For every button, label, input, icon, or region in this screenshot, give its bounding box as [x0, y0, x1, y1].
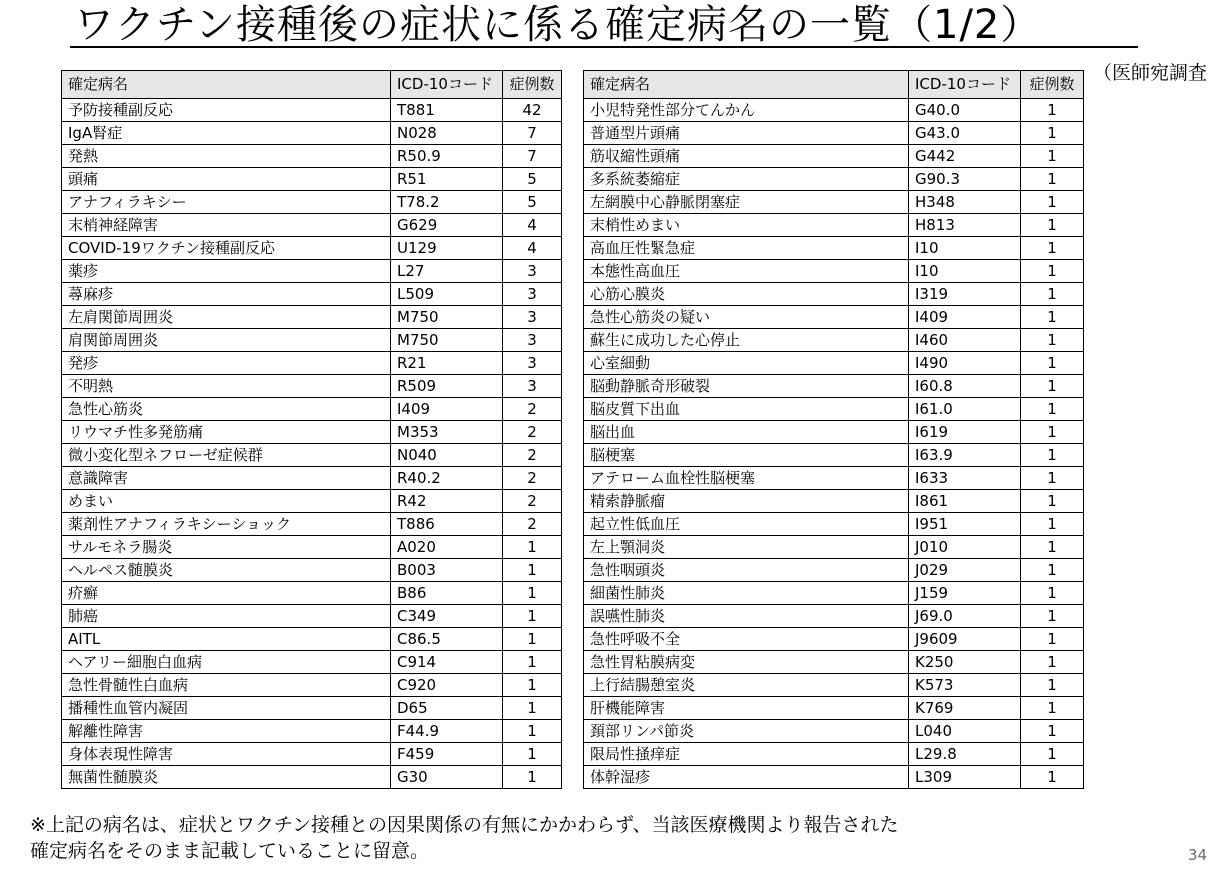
- cell-diagnosis-name: 意識障害: [62, 467, 391, 490]
- table-row: [584, 283, 1084, 306]
- cell-icd10-code: R509: [391, 375, 503, 398]
- page-number: 34: [1188, 846, 1208, 864]
- table-row: [62, 697, 562, 720]
- cell-case-count: 1: [503, 582, 562, 605]
- column-header-code: ICD-10コード: [391, 71, 503, 99]
- cell-icd10-code: F459: [391, 743, 503, 766]
- cell-icd10-code: B86: [391, 582, 503, 605]
- table-row: [62, 421, 562, 444]
- cell-diagnosis-name: 予防接種副反応: [62, 99, 391, 122]
- table-row: [62, 99, 562, 122]
- cell-diagnosis-name: 小児特発性部分てんかん: [584, 99, 909, 122]
- cell-diagnosis-name: 精索静脈瘤: [584, 490, 909, 513]
- cell-diagnosis-name: 体幹湿疹: [584, 766, 909, 789]
- cell-case-count: 1: [1021, 743, 1084, 766]
- table-row: [62, 352, 562, 375]
- cell-diagnosis-name: 左上顎洞炎: [584, 536, 909, 559]
- cell-case-count: 1: [503, 720, 562, 743]
- cell-diagnosis-name: 脳出血: [584, 421, 909, 444]
- cell-case-count: 1: [1021, 536, 1084, 559]
- cell-diagnosis-name: 肩関節周囲炎: [62, 329, 391, 352]
- cell-icd10-code: I460: [909, 329, 1021, 352]
- cell-case-count: 1: [503, 605, 562, 628]
- cell-icd10-code: U129: [391, 237, 503, 260]
- cell-icd10-code: J029: [909, 559, 1021, 582]
- column-header-code: ICD-10コード: [909, 71, 1021, 99]
- cell-diagnosis-name: 発疹: [62, 352, 391, 375]
- column-header-name: 確定病名: [62, 71, 391, 99]
- table-row: [62, 375, 562, 398]
- table-row: [62, 490, 562, 513]
- cell-case-count: 1: [1021, 214, 1084, 237]
- cell-icd10-code: C349: [391, 605, 503, 628]
- cell-case-count: 3: [503, 352, 562, 375]
- footnote: [30, 812, 898, 864]
- cell-diagnosis-name: 不明熱: [62, 375, 391, 398]
- table-row: [62, 651, 562, 674]
- cell-case-count: 1: [1021, 697, 1084, 720]
- cell-case-count: 1: [1021, 99, 1084, 122]
- cell-diagnosis-name: 普通型片頭痛: [584, 122, 909, 145]
- table-row: [584, 352, 1084, 375]
- cell-case-count: 1: [503, 559, 562, 582]
- cell-diagnosis-name: 上行結腸憩室炎: [584, 674, 909, 697]
- cell-icd10-code: I633: [909, 467, 1021, 490]
- cell-icd10-code: I10: [909, 260, 1021, 283]
- cell-case-count: 7: [503, 122, 562, 145]
- cell-icd10-code: G40.0: [909, 99, 1021, 122]
- cell-icd10-code: F44.9: [391, 720, 503, 743]
- cell-case-count: 1: [1021, 444, 1084, 467]
- cell-icd10-code: D65: [391, 697, 503, 720]
- cell-case-count: 1: [1021, 375, 1084, 398]
- cell-icd10-code: L040: [909, 720, 1021, 743]
- cell-diagnosis-name: 急性心筋炎の疑い: [584, 306, 909, 329]
- cell-icd10-code: I63.9: [909, 444, 1021, 467]
- cell-icd10-code: K769: [909, 697, 1021, 720]
- cell-diagnosis-name: 左網膜中心静脈閉塞症: [584, 191, 909, 214]
- cell-icd10-code: B003: [391, 559, 503, 582]
- cell-case-count: 1: [1021, 674, 1084, 697]
- cell-icd10-code: R50.9: [391, 145, 503, 168]
- table-row: [584, 743, 1084, 766]
- cell-case-count: 2: [503, 490, 562, 513]
- table-row: [584, 398, 1084, 421]
- cell-diagnosis-name: 無菌性髄膜炎: [62, 766, 391, 789]
- cell-icd10-code: T886: [391, 513, 503, 536]
- table-row: [584, 260, 1084, 283]
- table-row: [584, 674, 1084, 697]
- cell-icd10-code: L27: [391, 260, 503, 283]
- cell-case-count: 1: [503, 697, 562, 720]
- cell-icd10-code: L509: [391, 283, 503, 306]
- cell-case-count: 3: [503, 306, 562, 329]
- cell-icd10-code: I60.8: [909, 375, 1021, 398]
- cell-icd10-code: R51: [391, 168, 503, 191]
- cell-icd10-code: M750: [391, 329, 503, 352]
- table-row: [584, 168, 1084, 191]
- cell-diagnosis-name: 薬剤性アナフィラキシーショック: [62, 513, 391, 536]
- cell-diagnosis-name: 細菌性肺炎: [584, 582, 909, 605]
- cell-diagnosis-name: 急性呼吸不全: [584, 628, 909, 651]
- diagnosis-table-left: [61, 70, 562, 789]
- cell-case-count: 1: [1021, 283, 1084, 306]
- cell-case-count: 1: [1021, 398, 1084, 421]
- cell-case-count: 42: [503, 99, 562, 122]
- cell-case-count: 1: [503, 536, 562, 559]
- cell-icd10-code: I490: [909, 352, 1021, 375]
- table-row: [584, 605, 1084, 628]
- cell-icd10-code: J010: [909, 536, 1021, 559]
- cell-diagnosis-name: 解離性障害: [62, 720, 391, 743]
- table-row: [584, 421, 1084, 444]
- cell-case-count: 3: [503, 375, 562, 398]
- cell-icd10-code: R21: [391, 352, 503, 375]
- cell-icd10-code: R42: [391, 490, 503, 513]
- cell-diagnosis-name: 頭痛: [62, 168, 391, 191]
- cell-case-count: 1: [1021, 605, 1084, 628]
- table-row: [62, 191, 562, 214]
- cell-diagnosis-name: リウマチ性多発筋痛: [62, 421, 391, 444]
- cell-diagnosis-name: 蕁麻疹: [62, 283, 391, 306]
- cell-diagnosis-name: AITL: [62, 628, 391, 651]
- table-row: [62, 536, 562, 559]
- cell-case-count: 4: [503, 214, 562, 237]
- table-row: [62, 122, 562, 145]
- column-header-count: 症例数: [1021, 71, 1084, 99]
- cell-icd10-code: G43.0: [909, 122, 1021, 145]
- cell-diagnosis-name: アテローム血栓性脳梗塞: [584, 467, 909, 490]
- cell-case-count: 2: [503, 467, 562, 490]
- cell-diagnosis-name: 急性咽頭炎: [584, 559, 909, 582]
- cell-diagnosis-name: めまい: [62, 490, 391, 513]
- cell-case-count: 1: [1021, 260, 1084, 283]
- cell-diagnosis-name: 播種性血管内凝固: [62, 697, 391, 720]
- table-row: [584, 628, 1084, 651]
- table-row: [62, 283, 562, 306]
- cell-diagnosis-name: ヘルペス髄膜炎: [62, 559, 391, 582]
- cell-case-count: 2: [503, 444, 562, 467]
- table-row: [584, 513, 1084, 536]
- cell-diagnosis-name: 急性骨髄性白血病: [62, 674, 391, 697]
- table-header-row: [584, 71, 1084, 99]
- cell-diagnosis-name: 急性心筋炎: [62, 398, 391, 421]
- cell-icd10-code: A020: [391, 536, 503, 559]
- cell-diagnosis-name: 多系統萎縮症: [584, 168, 909, 191]
- cell-diagnosis-name: 頚部リンパ節炎: [584, 720, 909, 743]
- cell-icd10-code: L29.8: [909, 743, 1021, 766]
- cell-icd10-code: I61.0: [909, 398, 1021, 421]
- cell-case-count: 1: [1021, 329, 1084, 352]
- table-row: [584, 237, 1084, 260]
- cell-diagnosis-name: 限局性掻痒症: [584, 743, 909, 766]
- table-row: [62, 743, 562, 766]
- cell-icd10-code: I951: [909, 513, 1021, 536]
- cell-diagnosis-name: 肺癌: [62, 605, 391, 628]
- cell-case-count: 1: [1021, 168, 1084, 191]
- cell-icd10-code: N040: [391, 444, 503, 467]
- table-row: [584, 444, 1084, 467]
- footnote-line-1: ※上記の病名は、症状とワクチン接種との因果関係の有無にかかわらず、当該医療機関より報告された: [30, 814, 899, 836]
- table-body-left: [62, 99, 562, 789]
- cell-case-count: 1: [1021, 191, 1084, 214]
- table-row: [584, 122, 1084, 145]
- table-row: [62, 168, 562, 191]
- table-row: [584, 191, 1084, 214]
- cell-icd10-code: G629: [391, 214, 503, 237]
- table-row: [584, 559, 1084, 582]
- cell-case-count: 1: [1021, 490, 1084, 513]
- cell-icd10-code: J69.0: [909, 605, 1021, 628]
- table-row: [62, 467, 562, 490]
- table-row: [584, 467, 1084, 490]
- cell-case-count: 1: [503, 766, 562, 789]
- cell-diagnosis-name: 急性胃粘膜病変: [584, 651, 909, 674]
- cell-case-count: 1: [1021, 766, 1084, 789]
- cell-diagnosis-name: 蘇生に成功した心停止: [584, 329, 909, 352]
- cell-icd10-code: C914: [391, 651, 503, 674]
- cell-case-count: 1: [1021, 237, 1084, 260]
- table-row: [62, 674, 562, 697]
- cell-case-count: 2: [503, 513, 562, 536]
- cell-icd10-code: N028: [391, 122, 503, 145]
- source-note: （医師宛調査: [1093, 62, 1208, 84]
- cell-icd10-code: G30: [391, 766, 503, 789]
- cell-case-count: 3: [503, 283, 562, 306]
- cell-icd10-code: G442: [909, 145, 1021, 168]
- table-row: [62, 306, 562, 329]
- table-row: [62, 582, 562, 605]
- table-row: [62, 559, 562, 582]
- table-row: [62, 513, 562, 536]
- cell-case-count: 2: [503, 421, 562, 444]
- cell-icd10-code: C86.5: [391, 628, 503, 651]
- cell-icd10-code: I619: [909, 421, 1021, 444]
- table-row: [584, 99, 1084, 122]
- diagnosis-table-right: [583, 70, 1084, 789]
- column-header-count: 症例数: [503, 71, 562, 99]
- cell-icd10-code: R40.2: [391, 467, 503, 490]
- table-row: [584, 306, 1084, 329]
- cell-icd10-code: I10: [909, 237, 1021, 260]
- title-underline: [70, 46, 1138, 48]
- cell-diagnosis-name: 脳梗塞: [584, 444, 909, 467]
- cell-icd10-code: I409: [391, 398, 503, 421]
- cell-icd10-code: H348: [909, 191, 1021, 214]
- table-row: [584, 651, 1084, 674]
- cell-diagnosis-name: 高血圧性緊急症: [584, 237, 909, 260]
- cell-icd10-code: K250: [909, 651, 1021, 674]
- cell-diagnosis-name: 発熱: [62, 145, 391, 168]
- cell-case-count: 4: [503, 237, 562, 260]
- cell-diagnosis-name: 心室細動: [584, 352, 909, 375]
- cell-icd10-code: T78.2: [391, 191, 503, 214]
- cell-diagnosis-name: 誤嚥性肺炎: [584, 605, 909, 628]
- cell-case-count: 1: [1021, 513, 1084, 536]
- footnote-line-2: 確定病名をそのまま記載していることに留意。: [30, 840, 430, 862]
- cell-case-count: 7: [503, 145, 562, 168]
- cell-case-count: 1: [503, 651, 562, 674]
- cell-diagnosis-name: 起立性低血圧: [584, 513, 909, 536]
- cell-case-count: 1: [1021, 467, 1084, 490]
- table-row: [584, 375, 1084, 398]
- table-row: [62, 720, 562, 743]
- table-row: [62, 766, 562, 789]
- cell-case-count: 1: [1021, 559, 1084, 582]
- cell-case-count: 1: [1021, 628, 1084, 651]
- table-row: [584, 697, 1084, 720]
- page-title: ワクチン接種後の症状に係る確定病名の一覧（1/2）: [74, 2, 1042, 48]
- cell-icd10-code: I861: [909, 490, 1021, 513]
- table-header-row: [62, 71, 562, 99]
- cell-case-count: 1: [1021, 145, 1084, 168]
- cell-case-count: 2: [503, 398, 562, 421]
- table-row: [62, 605, 562, 628]
- cell-case-count: 3: [503, 329, 562, 352]
- cell-icd10-code: L309: [909, 766, 1021, 789]
- cell-case-count: 1: [1021, 421, 1084, 444]
- cell-case-count: 1: [503, 628, 562, 651]
- cell-case-count: 1: [503, 743, 562, 766]
- cell-icd10-code: T881: [391, 99, 503, 122]
- cell-icd10-code: M353: [391, 421, 503, 444]
- table-row: [584, 720, 1084, 743]
- table-row: [584, 490, 1084, 513]
- cell-diagnosis-name: ヘアリー細胞白血病: [62, 651, 391, 674]
- table-body-right: [584, 99, 1084, 789]
- cell-diagnosis-name: 疥癬: [62, 582, 391, 605]
- table-row: [584, 766, 1084, 789]
- cell-diagnosis-name: 脳皮質下出血: [584, 398, 909, 421]
- cell-case-count: 5: [503, 191, 562, 214]
- table-row: [584, 145, 1084, 168]
- table-row: [584, 536, 1084, 559]
- cell-case-count: 1: [1021, 720, 1084, 743]
- cell-case-count: 1: [1021, 582, 1084, 605]
- cell-case-count: 5: [503, 168, 562, 191]
- table-row: [62, 214, 562, 237]
- cell-diagnosis-name: 微小変化型ネフローゼ症候群: [62, 444, 391, 467]
- cell-icd10-code: J159: [909, 582, 1021, 605]
- cell-diagnosis-name: 肝機能障害: [584, 697, 909, 720]
- cell-icd10-code: K573: [909, 674, 1021, 697]
- cell-diagnosis-name: 身体表現性障害: [62, 743, 391, 766]
- table-row: [62, 145, 562, 168]
- cell-icd10-code: C920: [391, 674, 503, 697]
- cell-icd10-code: I319: [909, 283, 1021, 306]
- cell-diagnosis-name: アナフィラキシー: [62, 191, 391, 214]
- cell-case-count: 3: [503, 260, 562, 283]
- cell-case-count: 1: [1021, 352, 1084, 375]
- cell-diagnosis-name: 本態性高血圧: [584, 260, 909, 283]
- cell-diagnosis-name: 心筋心膜炎: [584, 283, 909, 306]
- table-row: [62, 237, 562, 260]
- cell-icd10-code: I409: [909, 306, 1021, 329]
- cell-case-count: 1: [503, 674, 562, 697]
- table-row: [62, 260, 562, 283]
- table-row: [62, 444, 562, 467]
- cell-diagnosis-name: 筋収縮性頭痛: [584, 145, 909, 168]
- cell-case-count: 1: [1021, 651, 1084, 674]
- cell-diagnosis-name: IgA腎症: [62, 122, 391, 145]
- cell-case-count: 1: [1021, 306, 1084, 329]
- cell-icd10-code: H813: [909, 214, 1021, 237]
- cell-diagnosis-name: COVID-19ワクチン接種副反応: [62, 237, 391, 260]
- column-header-name: 確定病名: [584, 71, 909, 99]
- table-row: [62, 398, 562, 421]
- table-row: [584, 582, 1084, 605]
- cell-case-count: 1: [1021, 122, 1084, 145]
- cell-icd10-code: J9609: [909, 628, 1021, 651]
- cell-icd10-code: G90.3: [909, 168, 1021, 191]
- table-row: [62, 329, 562, 352]
- table-row: [584, 329, 1084, 352]
- cell-diagnosis-name: 脳動静脈奇形破裂: [584, 375, 909, 398]
- table-row: [62, 628, 562, 651]
- cell-icd10-code: M750: [391, 306, 503, 329]
- cell-diagnosis-name: 末梢性めまい: [584, 214, 909, 237]
- table-row: [584, 214, 1084, 237]
- cell-diagnosis-name: 末梢神経障害: [62, 214, 391, 237]
- cell-diagnosis-name: サルモネラ腸炎: [62, 536, 391, 559]
- cell-diagnosis-name: 左肩関節周囲炎: [62, 306, 391, 329]
- cell-diagnosis-name: 薬疹: [62, 260, 391, 283]
